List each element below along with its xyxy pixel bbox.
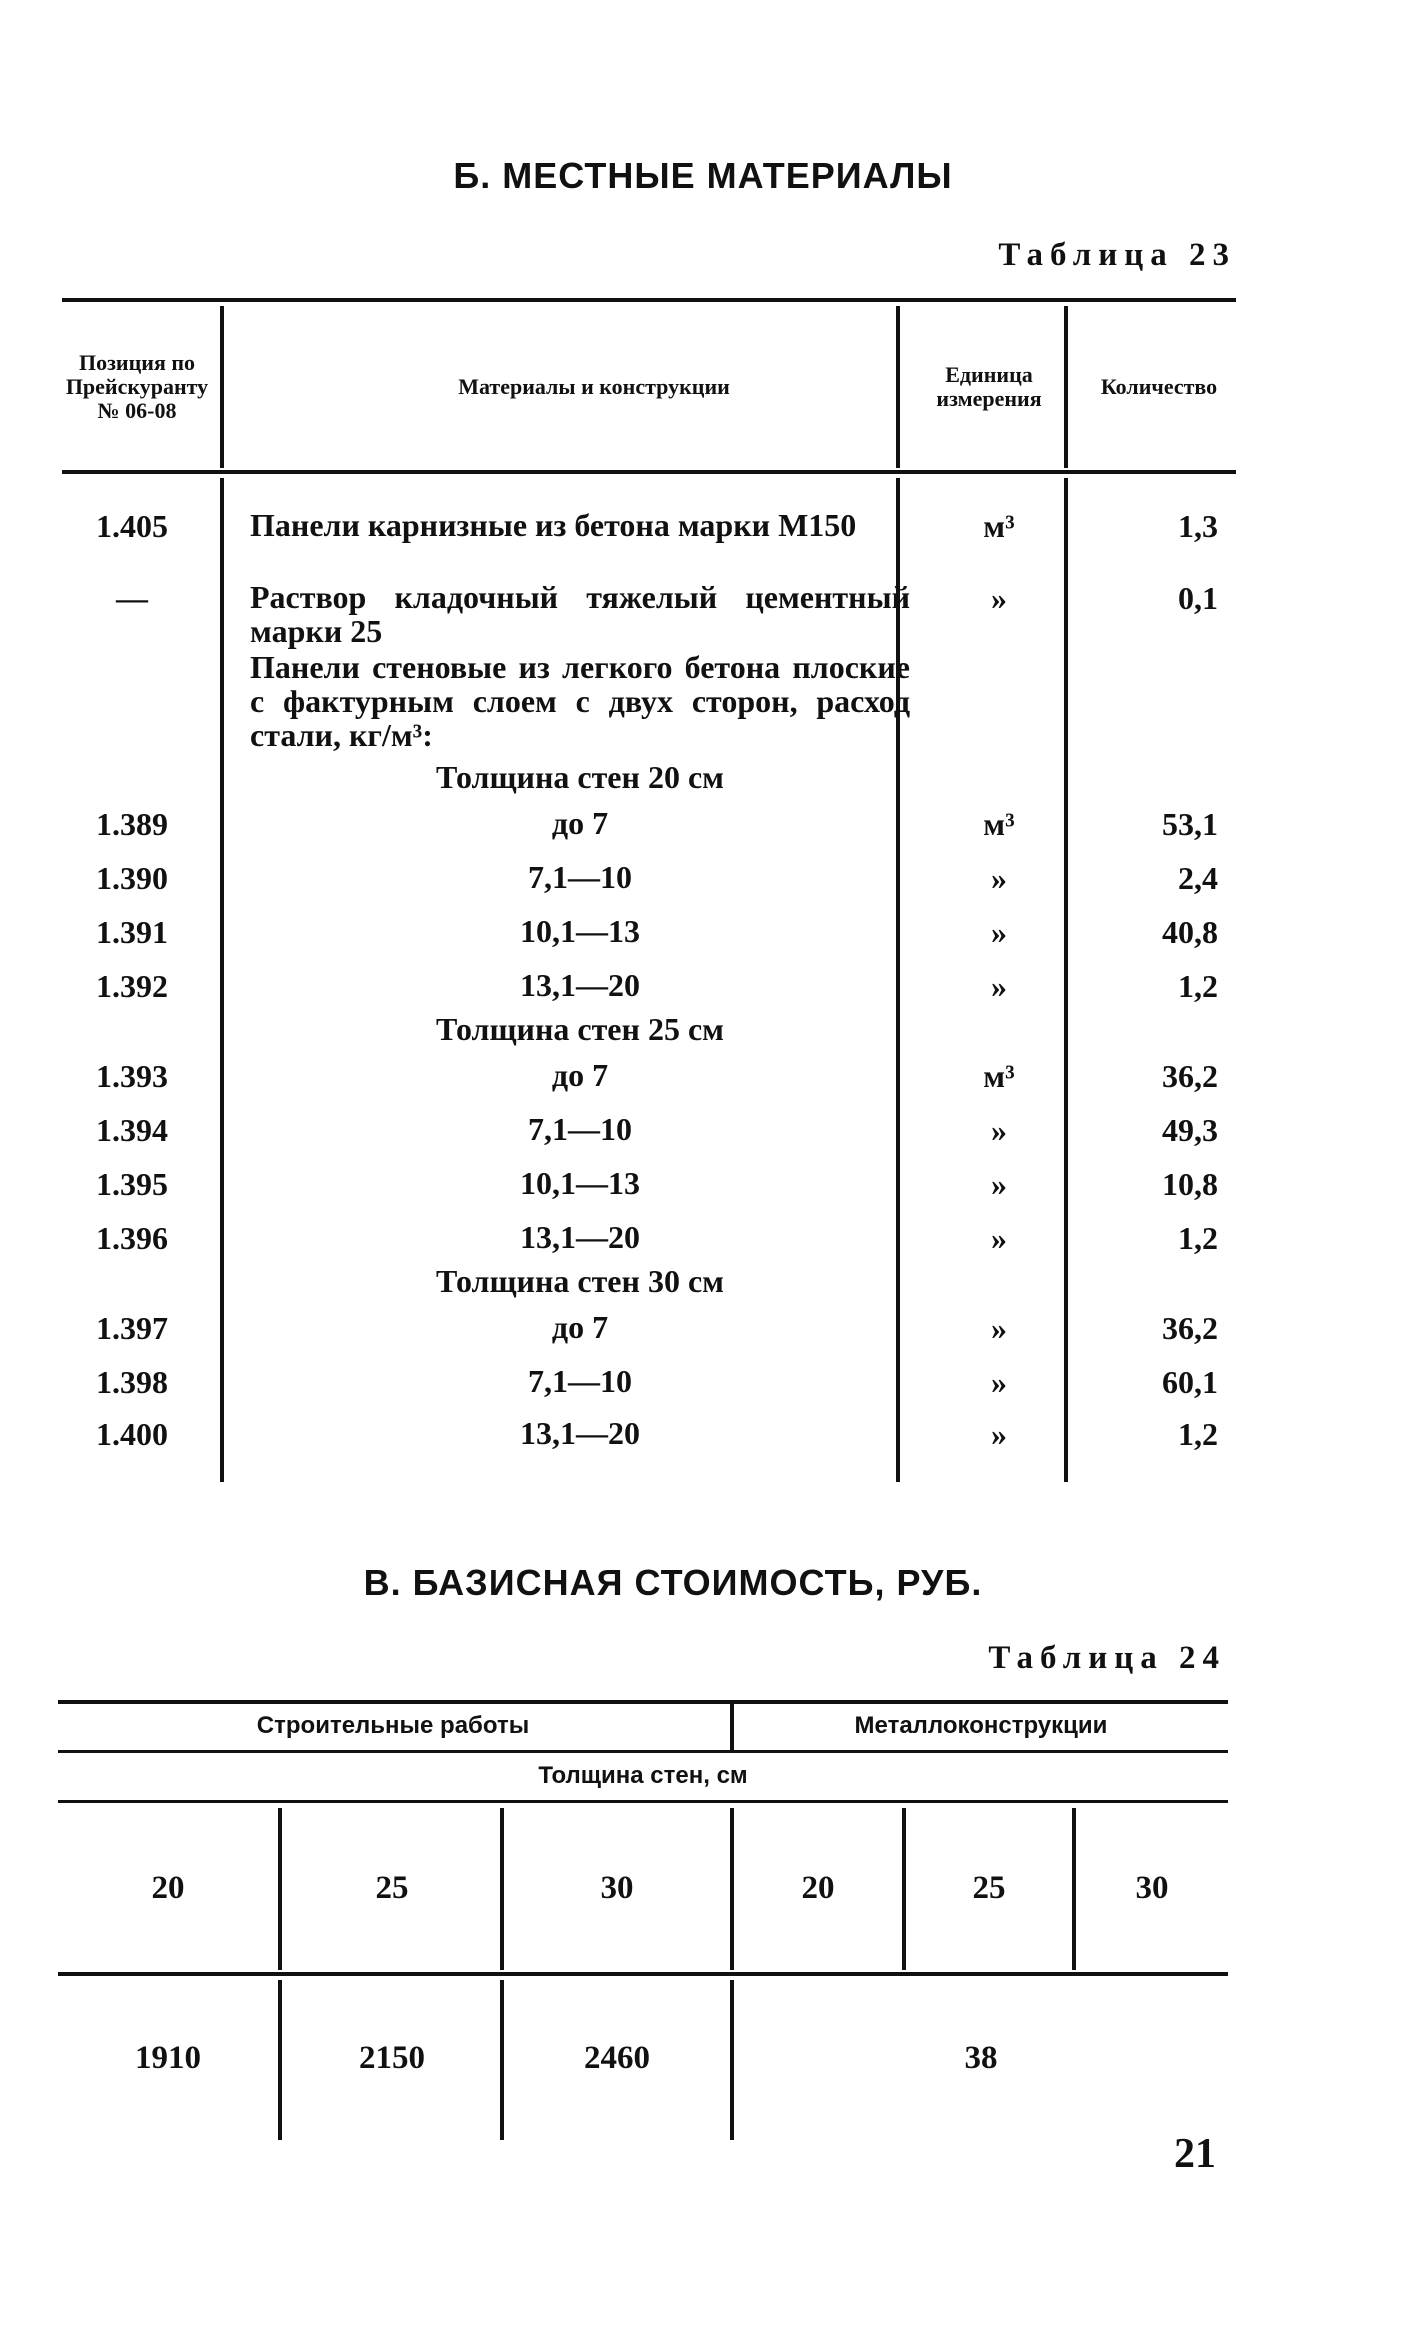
value-construction-25: 2150 <box>359 2040 425 2076</box>
row-qty: 60,1 <box>1162 1364 1218 1400</box>
row-code: 1.395 <box>96 1166 168 1202</box>
row-code: 1.400 <box>96 1416 168 1452</box>
thickness-30-metal: 30 <box>1135 1870 1169 1906</box>
row-material: 7,1—10 <box>528 1111 632 1147</box>
row-material: 10,1—13 <box>520 913 640 949</box>
value-construction-20: 1910 <box>135 2040 201 2076</box>
row-qty: 40,8 <box>1162 914 1218 950</box>
table-23-header-rule <box>62 470 1236 474</box>
t24-rule-3 <box>58 1800 1228 1803</box>
row-unit: » <box>991 968 1007 1004</box>
row-unit: » <box>991 1364 1007 1400</box>
row-qty: 1,2 <box>1178 968 1218 1004</box>
thickness-20-metal: 20 <box>801 1870 835 1906</box>
row-material: Толщина стен 30 см <box>436 1263 724 1299</box>
row-material: 13,1—20 <box>520 1219 640 1255</box>
thickness-30: 30 <box>600 1870 634 1906</box>
row-code: 1.393 <box>96 1058 168 1094</box>
row-code: 1.392 <box>96 968 168 1004</box>
row-qty: 53,1 <box>1162 806 1218 842</box>
row-material: до 7 <box>551 1057 609 1093</box>
row-unit: м³ <box>983 1058 1015 1094</box>
row-material: Толщина стен 25 см <box>436 1011 724 1047</box>
row-unit: » <box>991 1220 1007 1256</box>
row-qty: 36,2 <box>1162 1310 1218 1346</box>
row-unit: » <box>991 860 1007 896</box>
row-code: — <box>116 580 148 616</box>
header-divider-2 <box>896 306 900 468</box>
header-divider-1 <box>220 306 224 468</box>
row-unit: » <box>991 580 1007 616</box>
thickness-20: 20 <box>151 1870 185 1906</box>
row-unit: » <box>991 914 1007 950</box>
row-code: 1.394 <box>96 1112 168 1148</box>
table-23-top-rule <box>62 298 1236 302</box>
row-unit: м³ <box>983 508 1015 544</box>
table-23-label: Таблица 23 <box>998 237 1236 273</box>
row-material: 13,1—20 <box>520 967 640 1003</box>
row-unit: » <box>991 1112 1007 1148</box>
header-metal-structures: Металлоконструкции <box>854 1712 1108 1739</box>
thickness-25: 25 <box>375 1870 409 1906</box>
value-construction-30: 2460 <box>584 2040 650 2076</box>
row-material: Панели стеновые из легкого бетона плоские с фактурным слоем с двух сторон, расход стали, кг/м³: <box>250 649 910 753</box>
row-material: 7,1—10 <box>528 859 632 895</box>
header-materials: Материалы и конструкции <box>458 374 730 399</box>
section-title-b: Б. МЕСТНЫЕ МАТЕРИАЛЫ <box>453 155 953 196</box>
value-metal-structures: 38 <box>964 2040 998 2076</box>
t24-rule-4 <box>58 1972 1228 1976</box>
row-code: 1.396 <box>96 1220 168 1256</box>
row-qty: 2,4 <box>1178 860 1218 896</box>
thickness-25-metal: 25 <box>972 1870 1006 1906</box>
row-code: 1.405 <box>96 508 168 544</box>
section-title-v: В. БАЗИСНАЯ СТОИМОСТЬ, РУБ. <box>363 1562 983 1603</box>
row-qty: 49,3 <box>1162 1112 1218 1148</box>
row-material: 7,1—10 <box>528 1363 632 1399</box>
header-unit: Единица измерения <box>936 362 1042 411</box>
row-material: Раствор кладочный тяжелый цементный марки 25 <box>250 579 910 649</box>
row-material: 13,1—20 <box>520 1415 640 1451</box>
row-material: 10,1—13 <box>520 1165 640 1201</box>
row-code: 1.390 <box>96 860 168 896</box>
row-qty: 1,3 <box>1178 508 1218 544</box>
row-unit: м³ <box>983 806 1015 842</box>
row-material: до 7 <box>551 1309 609 1345</box>
row-material: до 7 <box>551 805 609 841</box>
row-qty: 1,2 <box>1178 1416 1218 1452</box>
header-construction-works: Строительные работы <box>256 1712 530 1739</box>
body-divider-1 <box>220 478 224 1482</box>
row-qty: 0,1 <box>1178 580 1218 616</box>
row-material: Панели карнизные из бетона марки М150 <box>250 507 857 543</box>
row-qty: 1,2 <box>1178 1220 1218 1256</box>
table-24-top-rule <box>58 1700 1228 1704</box>
row-code: 1.389 <box>96 806 168 842</box>
row-qty: 36,2 <box>1162 1058 1218 1094</box>
header-quantity: Количество <box>1100 374 1218 399</box>
header-divider-3 <box>1064 306 1068 468</box>
row-material: Толщина стен 20 см <box>436 759 724 795</box>
row-unit: » <box>991 1310 1007 1346</box>
row-unit: » <box>991 1166 1007 1202</box>
t24-rule-2 <box>58 1750 1228 1753</box>
row-code: 1.398 <box>96 1364 168 1400</box>
row-code: 1.391 <box>96 914 168 950</box>
table-24-label: Таблица 24 <box>988 1640 1226 1676</box>
row-unit: » <box>991 1416 1007 1452</box>
header-wall-thickness: Толщина стен, см <box>538 1762 748 1789</box>
row-qty: 10,8 <box>1162 1166 1218 1202</box>
table-23-header <box>62 306 1236 468</box>
header-position: Позиция по Прейскуранту № 06-08 <box>65 350 209 423</box>
row-code: 1.397 <box>96 1310 168 1346</box>
page-number: 21 <box>1174 2131 1216 2177</box>
